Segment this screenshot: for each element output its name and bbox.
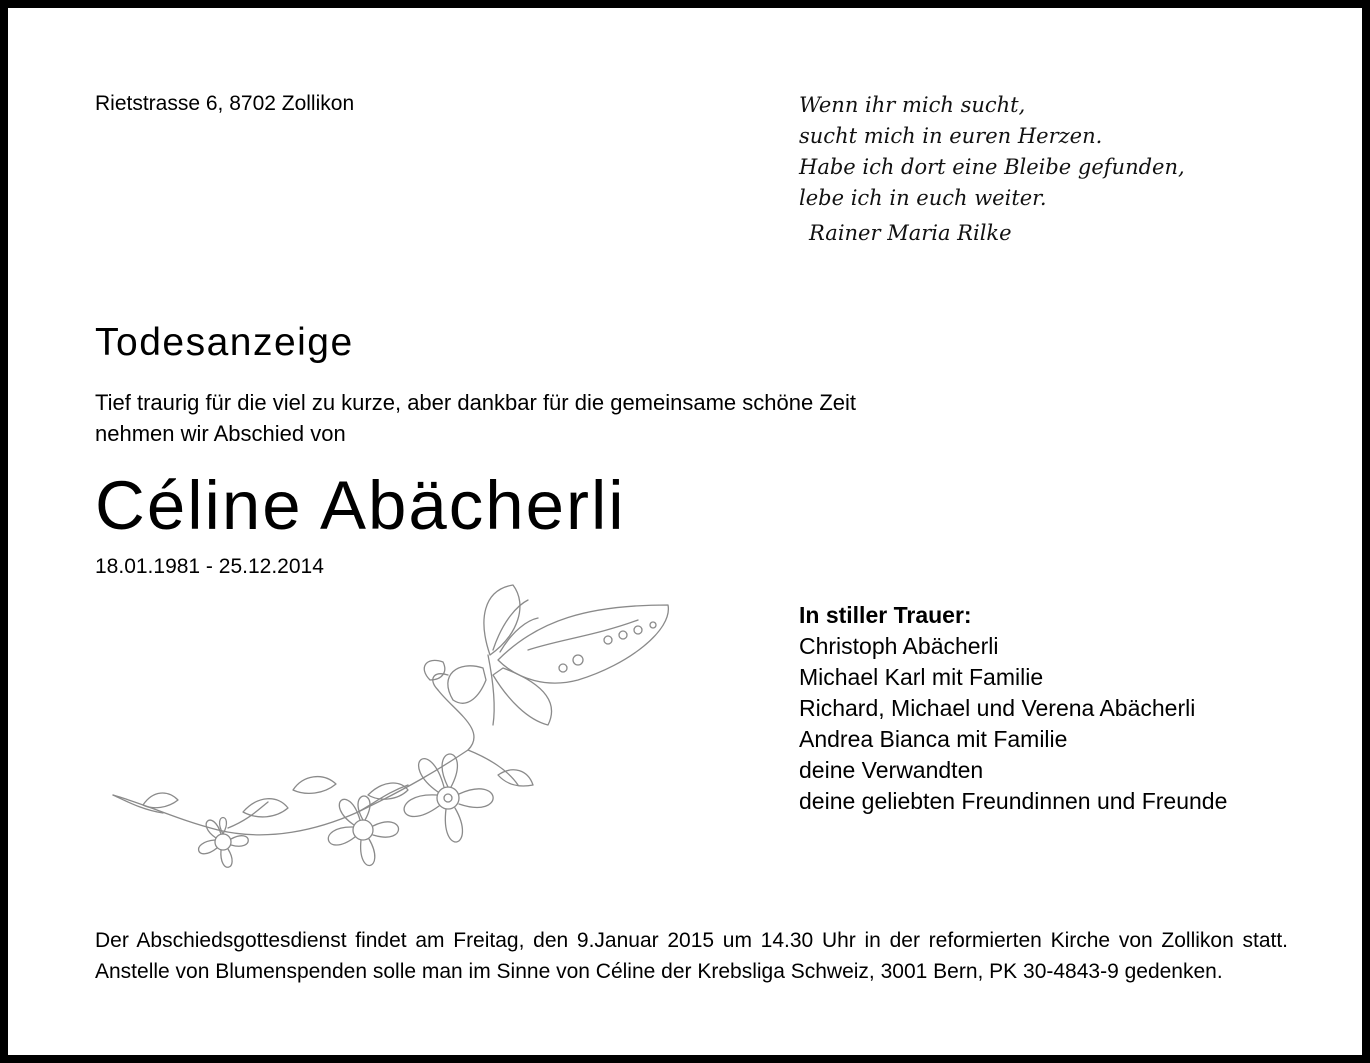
list-item: Richard, Michael und Verena Abächerli bbox=[799, 695, 1196, 721]
intro-line: Tief traurig für die viel zu kurze, aber dankbar für die gemeinsame schöne Zeit bbox=[95, 390, 856, 415]
list-item: Andrea Bianca mit Familie bbox=[799, 726, 1068, 752]
service-info: Der Abschiedsgottesdienst findet am Freitag, den 9.Januar 2015 um 14.30 Uhr in der reformierten Kirche von Zollikon statt. Anstelle von Blumenspenden solle man im Sinne von Céline der Krebsliga Schweiz, 3001 Bern, PK 30-4843-9 gedenken. bbox=[95, 929, 1288, 983]
poem-line: sucht mich in euren Herzen. bbox=[799, 124, 1103, 148]
life-dates: 18.01.1981 - 25.12.2014 bbox=[95, 555, 324, 578]
page-title: Todesanzeige bbox=[95, 321, 354, 364]
intro-line: nehmen wir Abschied von bbox=[95, 421, 346, 446]
list-item: Michael Karl mit Familie bbox=[799, 664, 1044, 690]
poem-line: lebe ich in euch weiter. bbox=[799, 186, 1047, 210]
mourners-list bbox=[799, 600, 1227, 817]
list-item: deine geliebten Freundinnen und Freunde bbox=[799, 788, 1228, 814]
poem-line: Habe ich dort eine Bleibe gefunden, bbox=[799, 155, 1185, 179]
poem-line: Wenn ihr mich sucht, bbox=[799, 93, 1026, 117]
mourners-title: In stiller Trauer: bbox=[799, 602, 972, 628]
list-item: Christoph Abächerli bbox=[799, 633, 999, 659]
address: Rietstrasse 6, 8702 Zollikon bbox=[95, 92, 355, 115]
poem bbox=[799, 90, 1185, 249]
butterfly-flowers-icon bbox=[108, 580, 678, 885]
intro-text bbox=[95, 387, 856, 449]
list-item: deine Verwandten bbox=[799, 757, 984, 783]
deceased-name: Céline Abächerli bbox=[95, 467, 626, 544]
poem-author: Rainer Maria Rilke bbox=[809, 221, 1012, 245]
